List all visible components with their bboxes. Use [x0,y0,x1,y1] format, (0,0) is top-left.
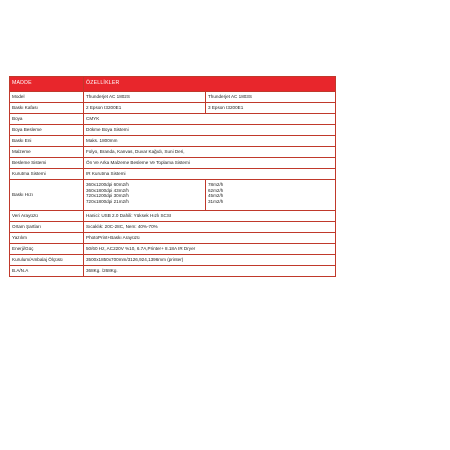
table-row [10,136,336,147]
table-row [10,125,336,136]
row-value: Maks. 1800mm [84,136,336,147]
row-value: 50/60 Hz, AC220V %10, 6.7A,Printer+ 8.18A IR Dryer [84,244,336,255]
row-label: Baskı Kafası [10,103,84,114]
table-row-print-speed [10,180,336,211]
row-label: Model [10,92,84,103]
row-value: Folyo, Branda, Kanvas, Duvar Kağıdı, Suni Deri, [84,147,336,158]
row-value: PhotoPrint+Baskı Arayüzü [84,233,336,244]
row-value-alt: 3 Epson I3200E1 [206,103,336,114]
row-value: 3500x1850x700mm/3126,924,1396mm (printer) [84,255,336,266]
row-value: 368Kg. /268Kg. [84,266,336,277]
speed-values-1803 [206,180,336,211]
row-label: Kurutma Sistemi [10,169,84,180]
row-label: Yazılım [10,233,84,244]
speed-line: 720x1800dpi 21m2/h [86,198,129,204]
speed-values-1802 [84,180,206,211]
table-header-row [10,77,336,92]
row-label: Boya [10,114,84,125]
table-row [10,233,336,244]
row-value: CMYK [84,114,336,125]
header-cell-ozellikler: ÖZELLİKLER [84,77,336,92]
table-row [10,255,336,266]
spec-table [9,76,336,277]
table-row [10,92,336,103]
speed-line: 45m2/h [208,193,224,199]
row-label: Enerji/Güç [10,244,84,255]
table-row [10,103,336,114]
row-label: Veri Arayüzü [10,211,84,222]
table-row [10,266,336,277]
row-label: Baskı Eni [10,136,84,147]
table-row [10,222,336,233]
speed-line: 62m2/h [208,187,224,193]
row-label: Ortam Şartları [10,222,84,233]
table-row [10,211,336,222]
speed-line: 31m2/h [208,198,224,204]
row-value: Thunderjet AC 1802S [84,92,206,103]
row-value: Ön Ve Arka Malzeme Besleme Ve Toplama Sistemi [84,158,336,169]
speed-line: 720x1200dpi 30m2/h [86,193,129,199]
header-cell-madde: MADDE [10,77,84,92]
row-value-alt: Thunderjet AC 1803S [206,92,336,103]
speed-line: 78m2/h [208,182,224,187]
row-label: Baskı Hızı [10,180,84,211]
row-label: Malzeme [10,147,84,158]
row-value: 2 Epson I3200E1 [84,103,206,114]
row-label: Boya Besleme [10,125,84,136]
table-row [10,244,336,255]
table-row [10,158,336,169]
row-label: Besleme Sistemi [10,158,84,169]
table-row [10,114,336,125]
speed-line: 360x1200dpi 60m2/h [86,182,129,187]
row-value: Hanici: USB 2.0 Dahili: Yüksek Hızlı SCSI [84,211,336,222]
row-label: Kurulum/Ambalaj Ölçüsü [10,255,84,266]
row-label: B.A/N.A [10,266,84,277]
row-value: IR Kurutma Sistemi [84,169,336,180]
table-row [10,169,336,180]
table-row [10,147,336,158]
speed-line: 360x1800dpi 43m2/h [86,187,129,193]
row-value: Sıcaklık: 20C-28C, Nem: 40%-70% [84,222,336,233]
row-value: Dökme Boya Sistemi [84,125,336,136]
